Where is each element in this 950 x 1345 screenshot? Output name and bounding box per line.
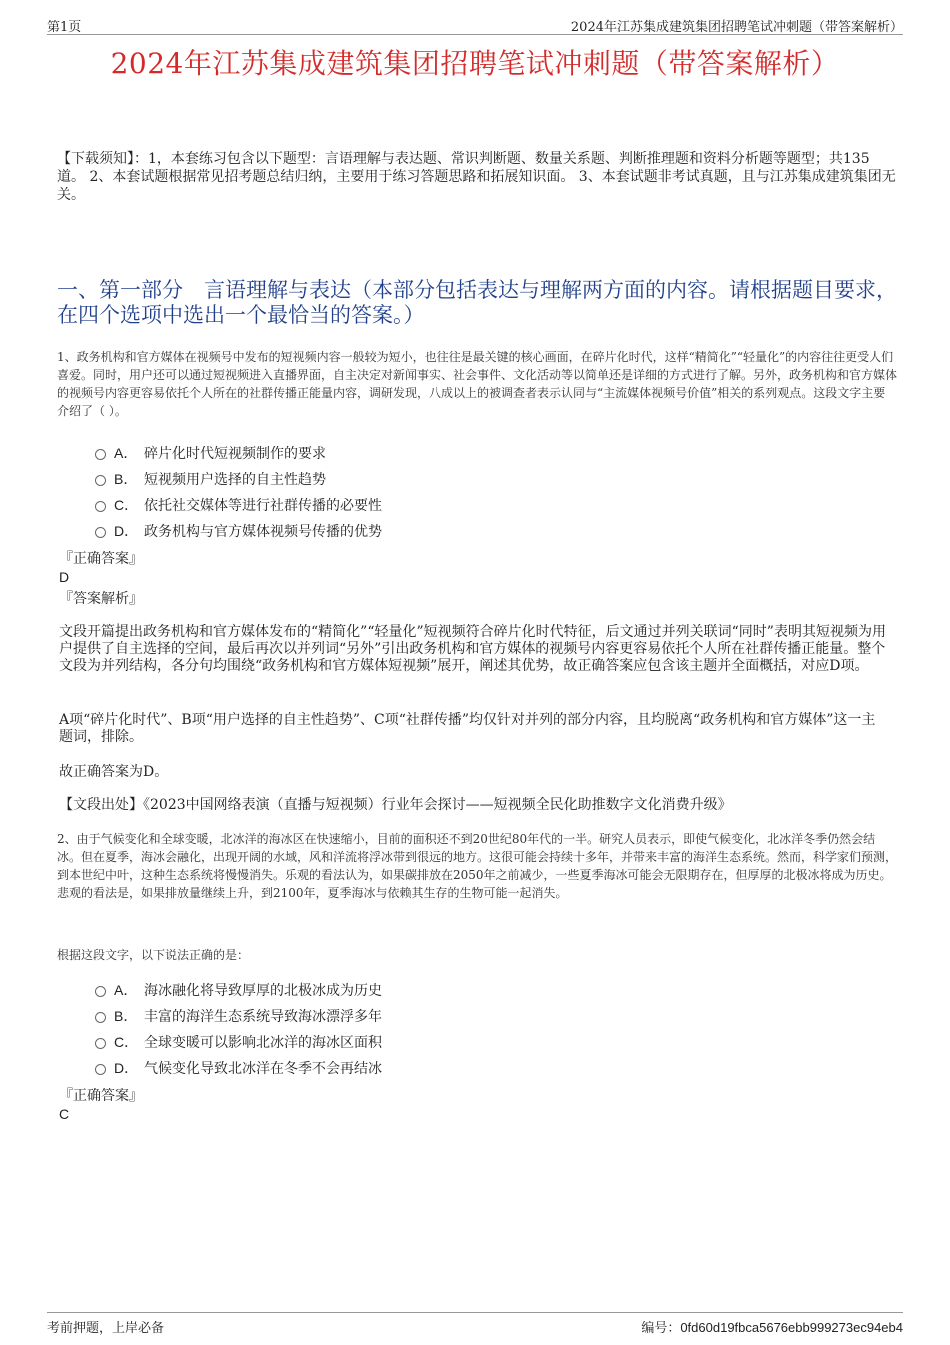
radio-icon[interactable] [95, 1012, 106, 1023]
question-1-options [95, 440, 855, 544]
footer-code: 编号：0fd60d19fbca5676ebb999273ec94eb4 [641, 1320, 903, 1336]
header-doc-title: 2024年江苏集成建筑集团招聘笔试冲刺题（带答案解析） [570, 20, 903, 35]
q1-analysis-paragraph-3: 故正确答案为D。 [59, 764, 169, 780]
page-footer [47, 1312, 903, 1335]
q1-option-c[interactable]: C． 依托社交媒体等进行社群传播的必要性 [95, 492, 855, 518]
q1-answer: D [59, 569, 70, 585]
q1-analysis-paragraph-1: 文段开篇提出政务机构和官方媒体发布的“精简化”“轻量化”短视频符合碎片化时代特征，后文通过并列关联词“同时”表明其短视频为用户提供了自主选择的空间，最后再次以并列词“另外”引出政务机构和官方媒体的视频号内容更容易依托个人所在社群传播正能量。整个文段为并列结构，各分句均围绕“政务机构和官方媒体短视频”展开，阐述其优势，故正确答案应包含该主题并全面概括，对应D项。 [59, 624, 886, 674]
page-number: 第1页 [47, 20, 82, 35]
q2-answer: C [59, 1106, 70, 1122]
question-1-stem: 1、政务机构和官方媒体在视频号中发布的短视频内容一般较为短小，也往往是最关键的核心画面，在碎片化时代，这样“精简化”“轻量化”的内容往往更受人们喜爱。同时，用户还可以通过短视频进入直播界面，自主决定对新闻事实、社会事件、文化活动等以简单还是详细的方式进行了解。另外，政务机构和官方媒体的视频号内容更容易依托个人所在的社群传播正能量内容，调研发现，八成以上的被调查者表示认同与“主流媒体视频号价值”相关的系列观点。这段文字主要介绍了（ ）。 [57, 350, 898, 418]
q1-source: 【文段出处】《2023中国网络表演（直播与短视频）行业年会探讨——短视频全民化助推数字文化消费升级》 [59, 797, 732, 813]
q2-option-b[interactable]: B． 丰富的海洋生态系统导致海冰漂浮多年 [95, 1003, 855, 1029]
q1-option-d[interactable]: D． 政务机构与官方媒体视频号传播的优势 [95, 518, 855, 544]
q1-answer-label: 『正确答案』 [59, 551, 143, 567]
question-2-options [95, 977, 855, 1081]
q2-answer-label: 『正确答案』 [59, 1088, 143, 1104]
radio-icon[interactable] [95, 449, 106, 460]
q1-option-a[interactable]: A． 碎片化时代短视频制作的要求 [95, 440, 855, 466]
document-title: 2024年江苏集成建筑集团招聘笔试冲刺题（带答案解析） [110, 47, 840, 80]
q2-option-a[interactable]: A． 海冰融化将导致厚厚的北极冰成为历史 [95, 977, 855, 1003]
q2-option-c[interactable]: C． 全球变暖可以影响北冰洋的海冰区面积 [95, 1029, 855, 1055]
footer-slogan: 考前押题，上岸必备 [47, 1321, 165, 1336]
question-2-stem: 2、由于气候变化和全球变暖，北冰洋的海冰区在快速缩小，目前的面积还不到20世纪80年代的一半。研究人员表示，即使气候变化，北冰洋冬季仍然会结冰。但在夏季，海冰会融化，出现开阔的水域，风和洋流将浮冰带到很远的地方。这很可能会持续十多年，并带来丰富的海洋生态系统。然而，科学家们预测，到本世纪中叶，这种生态系统将慢慢消失。乐观的看法认为，如果碳排放在2050年之前减少，一些夏季海冰可能会无限期存在，但厚厚的北极冰将成为历史。悲观的看法是，如果排放量继续上升，到2100年，夏季海冰与依赖其生存的生物可能一起消失。 [57, 832, 898, 900]
q1-option-b[interactable]: B． 短视频用户选择的自主性趋势 [95, 466, 855, 492]
q1-analysis-label: 『答案解析』 [59, 591, 143, 607]
q1-analysis-paragraph-2: A项“碎片化时代”、B项“用户选择的自主性趋势”、C项“社群传播”均仅针对并列的部分内容，且均脱离“政务机构和官方媒体”这一主题词，排除。 [59, 712, 876, 745]
question-2-prompt: 根据这段文字，以下说法正确的是： [57, 948, 250, 962]
radio-icon[interactable] [95, 475, 106, 486]
radio-icon[interactable] [95, 527, 106, 538]
download-notice: 【下载须知】：1，本套练习包含以下题型：言语理解与表达题、常识判断题、数量关系题、判断推理题和资料分析题等题型；共135道。 2、本套试题根据常见招考题总结归纳，主要用于练习答题思路和拓展知识面。 3、本套试题非考试真题，且与江苏集成建筑集团无关。 [57, 151, 896, 203]
radio-icon[interactable] [95, 986, 106, 997]
q2-option-d[interactable]: D． 气候变化导致北冰洋在冬季不会再结冰 [95, 1055, 855, 1081]
radio-icon[interactable] [95, 1038, 106, 1049]
radio-icon[interactable] [95, 501, 106, 512]
section-heading: 一、第一部分 言语理解与表达（本部分包括表达与理解两方面的内容。请根据题目要求，在四个选项中选出一个最恰当的答案。） [57, 278, 897, 327]
radio-icon[interactable] [95, 1064, 106, 1075]
page-header [47, 14, 903, 35]
